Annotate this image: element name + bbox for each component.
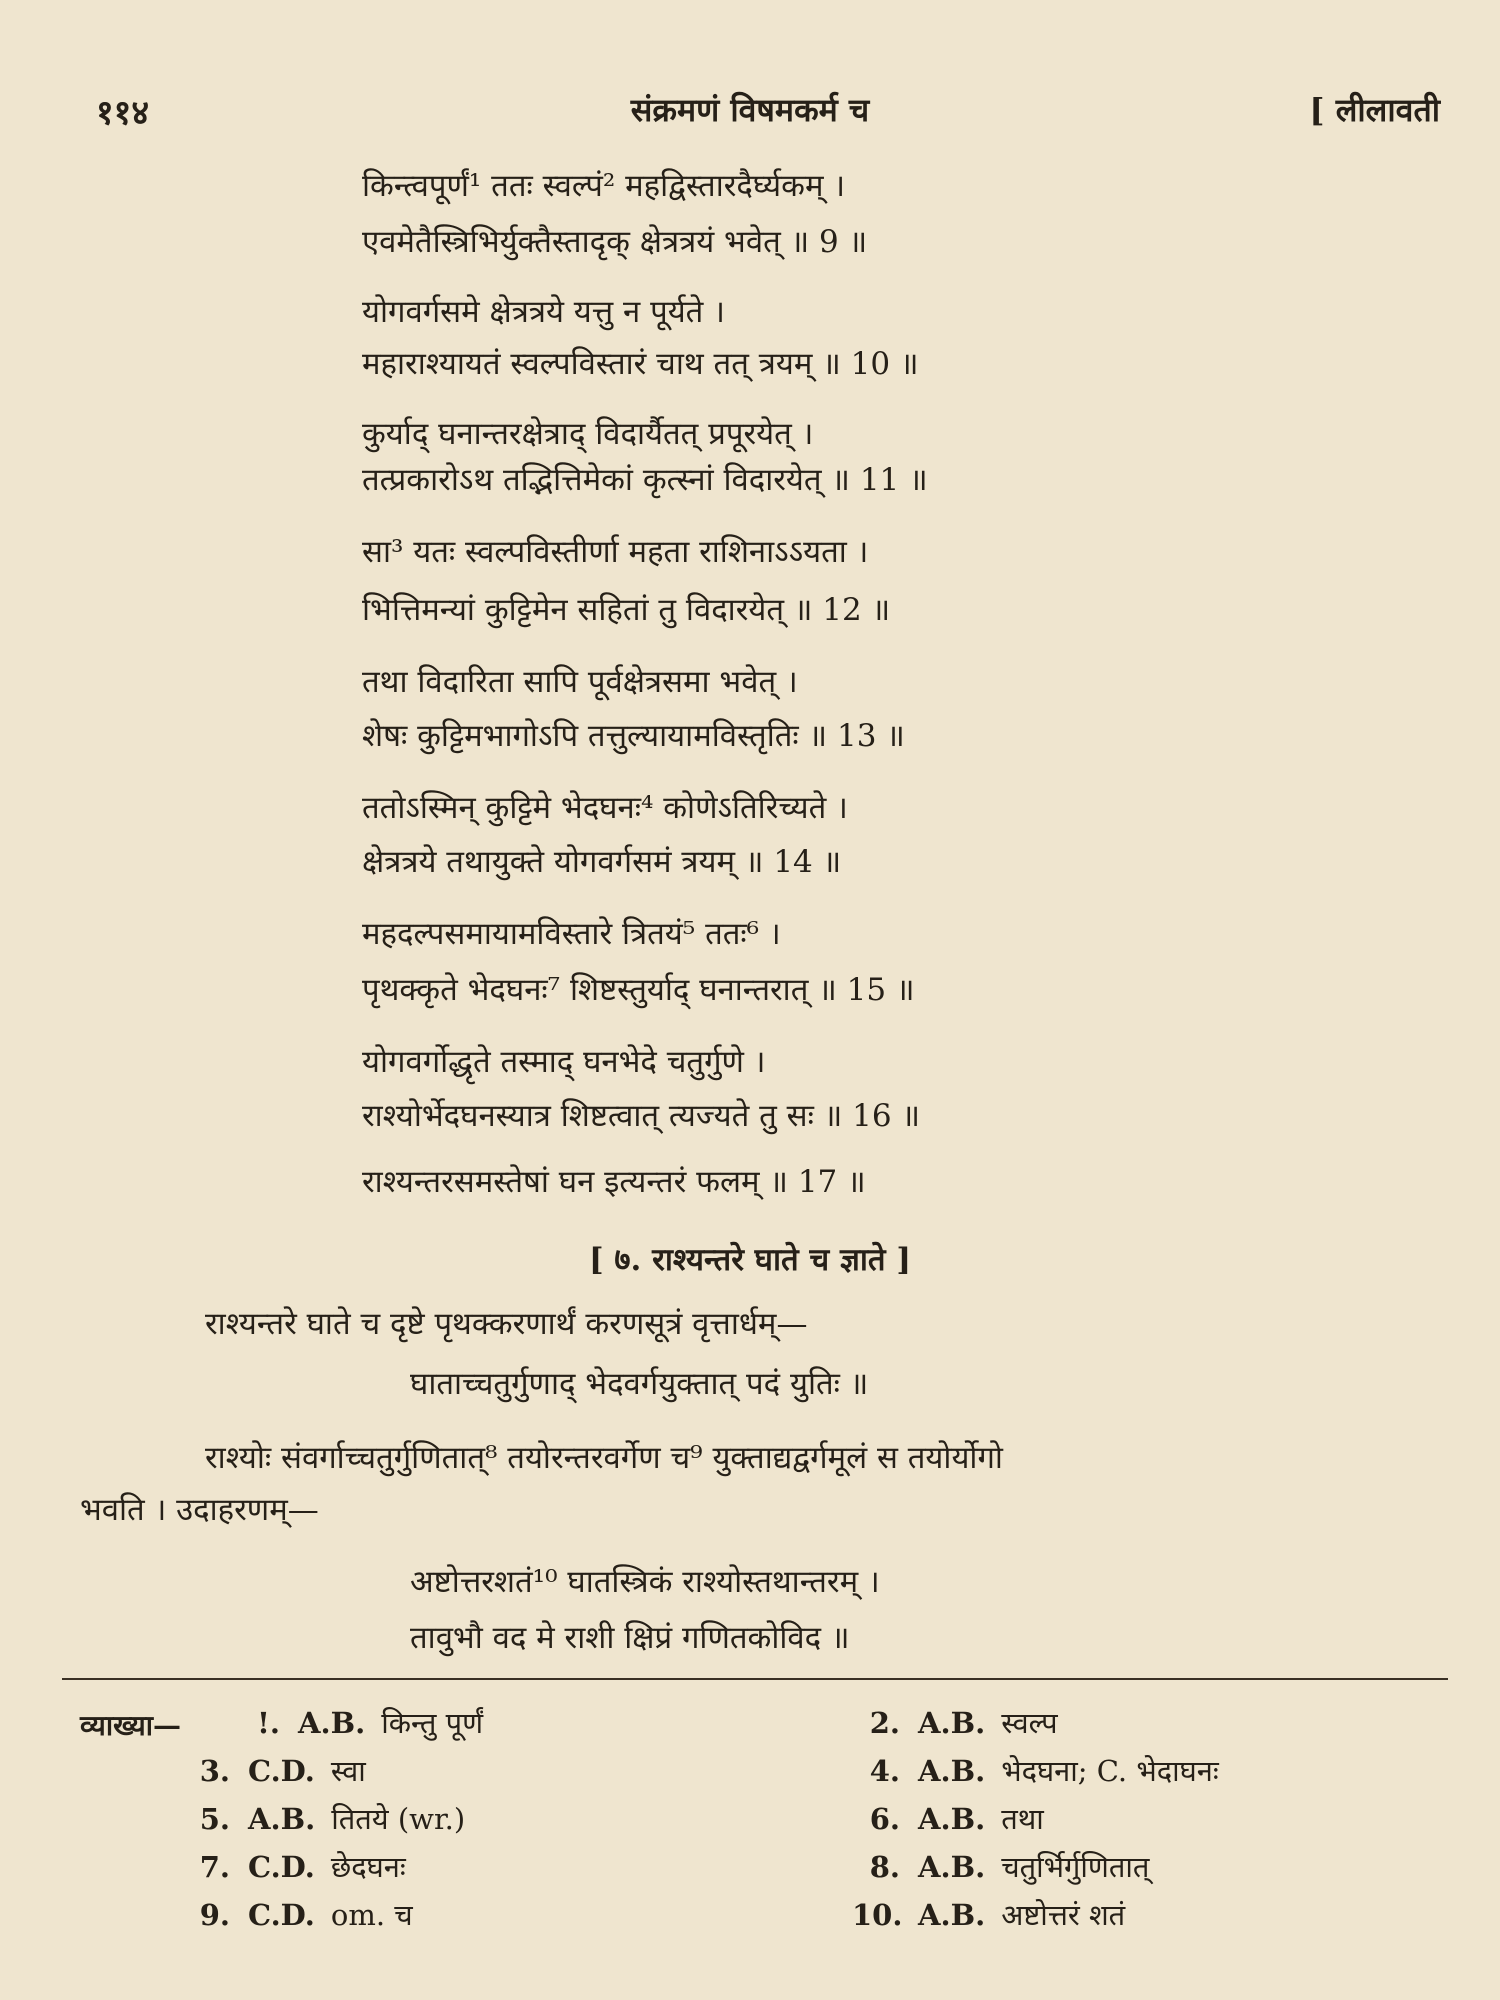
verse-line: महाराश्यायतं स्वल्पविस्तारं चाथ तत् त्रयम् ॥ 10 ॥ bbox=[362, 346, 919, 382]
verse-line: भित्तिमन्यां कुट्टिमेन सहितां तु विदारयेत् ॥ 12 ॥ bbox=[362, 592, 891, 628]
footnote-text: किन्तु पूर्णं bbox=[381, 1706, 484, 1740]
footnote-divider bbox=[62, 1678, 1448, 1680]
verse-line: कुर्याद् घनान्तरक्षेत्राद् विदार्यैतत् प्रपूरयेत् । bbox=[362, 416, 814, 452]
footnote-number: 3. bbox=[199, 1754, 230, 1788]
footnote-text: स्वल्प bbox=[1001, 1706, 1058, 1740]
footnote-source: A.B. bbox=[248, 1802, 316, 1836]
footnotes-label: व्याख्या— bbox=[80, 1709, 181, 1742]
footnote-item bbox=[852, 1848, 1149, 1886]
footnote-item bbox=[852, 1800, 1044, 1838]
footnote-text: om. च bbox=[330, 1898, 413, 1932]
footnote-number: 8. bbox=[869, 1850, 900, 1884]
footnote-number: 4. bbox=[869, 1754, 900, 1788]
footnote-source: C.D. bbox=[248, 1754, 315, 1788]
sutra-line: घाताच्चतुर्गुणाद् भेदवर्गयुक्तात् पदं युतिः ॥ bbox=[410, 1366, 869, 1402]
verse-line: एवमेतैस्त्रिभिर्युक्तैस्तादृक् क्षेत्रत्रयं भवेत् ॥ 9 ॥ bbox=[362, 224, 868, 260]
verse-line: योगवर्गोद्धृते तस्माद् घनभेदे चतुर्गुणे । bbox=[362, 1044, 766, 1080]
footnote-text: स्वा bbox=[330, 1754, 366, 1788]
example-verse-line: अष्टोत्तरशतं¹⁰ घातस्त्रिकं राश्योस्तथान्तरम् । bbox=[410, 1564, 880, 1600]
verse-line: ततोऽस्मिन् कुट्टिमे भेदघनः⁴ कोणेऽतिरिच्यते । bbox=[362, 790, 848, 826]
footnote-item bbox=[182, 1752, 366, 1790]
footnote-number: 10. bbox=[852, 1898, 903, 1932]
verse-line: राश्योर्भेदघनस्यात्र शिष्टत्वात् त्यज्यते तु सः ॥ 16 ॥ bbox=[362, 1098, 921, 1134]
footnote-source: C.D. bbox=[248, 1898, 315, 1932]
footnote-source: A.B. bbox=[918, 1754, 986, 1788]
footnote-item bbox=[852, 1704, 1058, 1742]
footnote-text: अष्टोत्तरं शतं bbox=[1001, 1898, 1126, 1932]
section-heading: [ ७. राश्यन्तरे घाते च ज्ञाते ] bbox=[588, 1242, 912, 1278]
footnote-item bbox=[182, 1848, 406, 1886]
footnote-text: तितये (wr.) bbox=[331, 1802, 466, 1836]
verse-line: तथा विदारिता सापि पूर्वक्षेत्रसमा भवेत् । bbox=[362, 664, 798, 700]
commentary-line: राश्योः संवर्गाच्चतुर्गुणितात्⁸ तयोरन्तरवर्गेण च⁹ युक्ताद्यद्वर्गमूलं स तयोर्योगो bbox=[205, 1440, 1003, 1476]
footnote-text: भेदघना; C. भेदाघनः bbox=[1001, 1754, 1219, 1788]
footnote-number: 7. bbox=[199, 1850, 230, 1884]
footnote-text: चतुर्भिर्गुणितात् bbox=[1001, 1850, 1150, 1884]
footnote-number: 5. bbox=[199, 1802, 230, 1836]
running-title: संक्रमणं विषमकर्म च bbox=[630, 91, 870, 129]
verse-line: सा³ यतः स्वल्पविस्तीर्णा महता राशिनाऽऽयता । bbox=[362, 534, 869, 570]
footnote-number: 2. bbox=[869, 1706, 900, 1740]
footnote-text: छेदघनः bbox=[330, 1850, 406, 1884]
footnote-number: !. bbox=[257, 1706, 280, 1740]
verse-line: किन्त्वपूर्णं¹ ततः स्वल्पं² महद्विस्तारदैर्घ्यकम् । bbox=[362, 168, 846, 204]
footnote-number: 6. bbox=[869, 1802, 900, 1836]
footnote-source: A.B. bbox=[298, 1706, 366, 1740]
footnote-source: C.D. bbox=[248, 1850, 315, 1884]
verse-line: तत्प्रकारोऽथ तद्भित्तिमेकां कृत्स्नां विदारयेत् ॥ 11 ॥ bbox=[362, 462, 928, 498]
example-verse-line: तावुभौ वद मे राशी क्षिप्रं गणितकोविद ॥ bbox=[410, 1620, 850, 1656]
footnote-source: A.B. bbox=[918, 1850, 986, 1884]
commentary-line: भवति । उदाहरणम्— bbox=[80, 1492, 319, 1528]
page-header bbox=[0, 88, 1500, 138]
verse-line: योगवर्गसमे क्षेत्रत्रये यत्तु न पूर्यते । bbox=[362, 294, 725, 330]
page-number: ११४ bbox=[96, 93, 150, 133]
verse-line: महदल्पसमायामविस्तारे त्रितयं⁵ ततः⁶ । bbox=[362, 916, 781, 952]
footnote-item bbox=[232, 1704, 483, 1742]
book-title: [ लीलावती bbox=[1309, 91, 1440, 129]
footnote-item bbox=[852, 1896, 1125, 1934]
footnote-source: A.B. bbox=[918, 1706, 986, 1740]
footnote-text: तथा bbox=[1001, 1802, 1044, 1836]
footnote-source: A.B. bbox=[918, 1898, 986, 1932]
verse-line: पृथक्कृते भेदघनः⁷ शिष्टस्तुर्याद् घनान्तरात् ॥ 15 ॥ bbox=[362, 972, 915, 1008]
verse-line: क्षेत्रत्रये तथायुक्ते योगवर्गसमं त्रयम् ॥ 14 ॥ bbox=[362, 844, 842, 880]
footnote-item bbox=[182, 1800, 465, 1838]
footnote-source: A.B. bbox=[918, 1802, 986, 1836]
sutra-intro: राश्यन्तरे घाते च दृष्टे पृथक्करणार्थं करणसूत्रं वृत्तार्धम्— bbox=[205, 1306, 808, 1342]
verse-line: शेषः कुट्टिमभागोऽपि तत्तुल्यायामविस्तृतिः ॥ 13 ॥ bbox=[362, 718, 905, 754]
footnote-item bbox=[852, 1752, 1219, 1790]
verse-line: राश्यन्तरसमस्तेषां घन इत्यन्तरं फलम् ॥ 17 ॥ bbox=[362, 1164, 866, 1200]
footnote-item bbox=[182, 1896, 413, 1934]
footnote-number: 9. bbox=[199, 1898, 230, 1932]
